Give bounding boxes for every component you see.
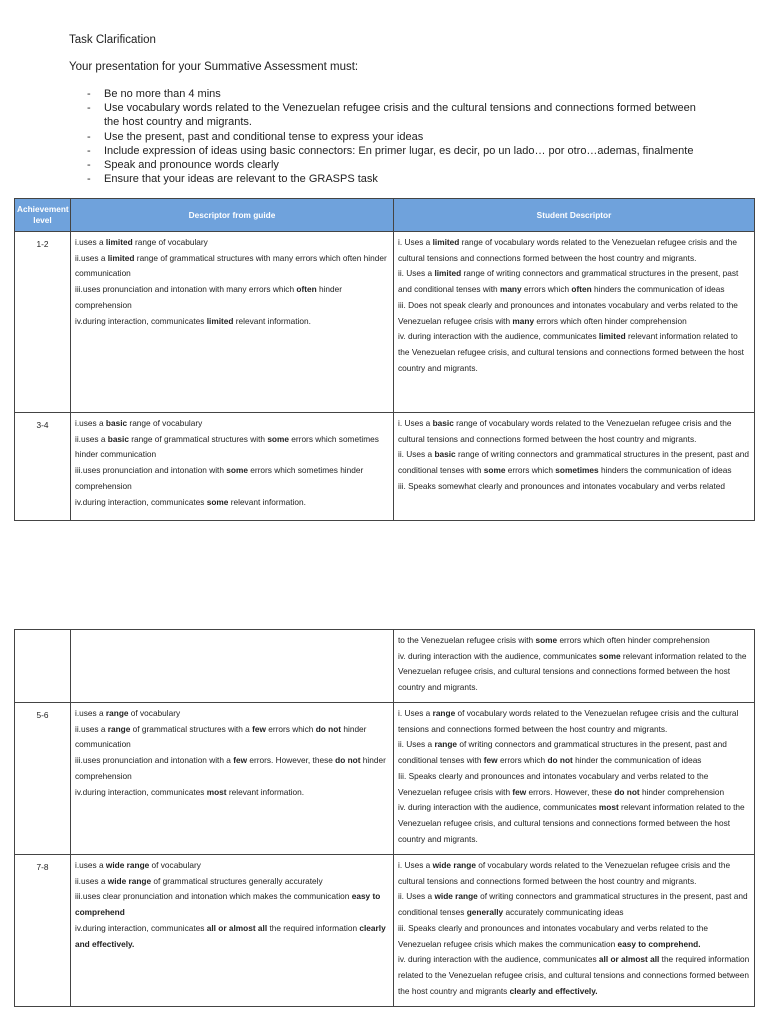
achievement-level: 3-4 — [15, 413, 71, 521]
requirement-item: - Ensure that your ideas are relevant to the GRASPS task — [87, 172, 707, 186]
header-descriptor-guide: Descriptor from guide — [71, 199, 394, 232]
student-descriptor — [394, 232, 755, 413]
achievement-level: 1-2 — [15, 232, 71, 413]
student-descriptor — [394, 413, 755, 521]
guide-descriptor — [71, 855, 394, 1007]
descriptor-line: iii.uses pronunciation and intonation with a few errors. However, these do not hinder comprehension — [75, 755, 386, 781]
table-row — [15, 855, 755, 1007]
header-achievement-level: Achievement level — [15, 199, 71, 232]
descriptor-line: Iii. Speaks clearly and pronounces and intonates vocabulary and verbs related to the Venezuelan refugee crisis with few errors. However, these do not hinder comprehension — [398, 770, 725, 797]
descriptor-line: iv. during interaction with the audience, communicates all or almost all the required information related to the Venezuelan refugee crisis, and cultural tensions and connections formed between the host country and migrants clearly and effectively. — [398, 954, 750, 996]
task-clarification-title: Task Clarification — [69, 34, 156, 46]
descriptor-line: iii. Does not speak clearly and pronounces and intonates vocabulary and verbs related to the Venezuelan refugee crisis with many errors which often hinder comprehension — [398, 299, 738, 326]
guide-descriptor — [71, 630, 394, 703]
descriptor-line: iii.uses pronunciation and intonation with some errors which sometimes hinder comprehension — [75, 465, 364, 491]
descriptor-line: i. Uses a wide range of vocabulary words related to the Venezuelan refugee crisis and the cultural tensions and connections formed between the host country and migrants. — [398, 860, 731, 886]
descriptor-line: ii. Uses a range of writing connectors and grammatical structures in the present, past and conditional tenses with few errors which do not hinder the communication of ideas — [398, 739, 727, 766]
requirements-list — [87, 87, 707, 186]
descriptor-line: ii. Uses a limited range of writing connectors and grammatical structures in the present, past and conditional tenses with many errors which often hinders the communication of ideas — [398, 268, 739, 295]
requirement-item: - Use vocabulary words related to the Venezuelan refugee crisis and the cultural tensions and connections formed between the host country and migrants. — [87, 101, 707, 129]
descriptor-line: i.uses a wide range of vocabulary — [75, 860, 201, 870]
descriptor-line: iii.uses clear pronunciation and intonation which makes the communication easy to comprehend — [75, 891, 381, 918]
descriptor-line: ii.uses a limited range of grammatical structures with many errors which often hinder communication — [75, 252, 387, 279]
student-descriptor — [394, 703, 755, 855]
rubric-table — [14, 198, 755, 521]
descriptor-line: ii. Uses a wide range of writing connectors and grammatical structures in the present, past and conditional tenses generally accurately communicating ideas — [398, 891, 748, 918]
intro-text: Your presentation for your Summative Assessment must: — [69, 61, 359, 73]
table-row — [15, 232, 755, 413]
descriptor-line: ii. Uses a basic range of writing connectors and grammatical structures in the present, past and conditional tenses with some errors which sometimes hinders the communication of ideas — [398, 449, 749, 476]
table-row — [15, 630, 755, 703]
requirement-item: - Speak and pronounce words clearly — [87, 158, 707, 172]
descriptor-line: i. Uses a basic range of vocabulary words related to the Venezuelan refugee crisis and the cultural tensions and connections formed between the host country and migrants. — [398, 418, 732, 444]
descriptor-line: ii.uses a range of grammatical structures with a few errors which do not hinder communication — [75, 723, 367, 750]
descriptor-line: iv. during interaction with the audience, communicates some relevant information related to the Venezuelan refugee crisis, and cultural tensions and connections formed between the host country and migrants. — [398, 650, 747, 693]
achievement-level: 5-6 — [15, 703, 71, 855]
guide-descriptor — [71, 703, 394, 855]
descriptor-line: ii.uses a wide range of grammatical structures generally accurately — [75, 875, 323, 886]
table-row — [15, 703, 755, 855]
header-student-descriptor: Student Descriptor — [394, 199, 755, 232]
student-descriptor — [394, 630, 755, 703]
guide-descriptor — [71, 232, 394, 413]
requirement-item: - Be no more than 4 mins — [87, 87, 707, 101]
student-descriptor — [394, 855, 755, 1007]
descriptor-line: iii. Speaks somewhat clearly and pronounces and intonates vocabulary and verbs related — [398, 480, 725, 491]
table-row — [15, 413, 755, 521]
descriptor-line: i.uses a range of vocabulary — [75, 708, 181, 718]
descriptor-line: iv. during interaction with the audience, communicates most relevant information related to the Venezuelan refugee crisis, and cultural tensions and connections formed between the host country and migrants. — [398, 802, 745, 844]
descriptor-line: i. Uses a limited range of vocabulary words related to the Venezuelan refugee crisis and the cultural tensions and connections formed between the host country and migrants. — [398, 237, 738, 263]
descriptor-line: iv.during interaction, communicates limited relevant information. — [75, 315, 311, 326]
descriptor-line: i.uses a limited range of vocabulary — [75, 237, 208, 247]
descriptor-line: iii. Speaks clearly and pronounces and intonates vocabulary and verbs related to the Venezuelan refugee crisis which makes the communication easy to comprehend. — [398, 922, 708, 949]
descriptor-line: iii.uses pronunciation and intonation with many errors which often hinder comprehension — [75, 284, 343, 310]
descriptor-line: iv.during interaction, communicates most relevant information. — [75, 786, 305, 797]
descriptor-line: iv.during interaction, communicates all or almost all the required information clearly and effectively. — [75, 922, 386, 949]
descriptor-line: ii.uses a basic range of grammatical structures with some errors which sometimes hinder communication — [75, 433, 379, 460]
descriptor-line: i. Uses a range of vocabulary words related to the Venezuelan refugee crisis and the cultural tensions and connections formed between the host country and migrants. — [398, 708, 739, 734]
requirement-item: - Use the present, past and conditional tense to express your ideas — [87, 130, 707, 144]
rubric-table-continued — [14, 629, 755, 1007]
descriptor-line: iv. during interaction with the audience, communicates limited relevant information related to the Venezuelan refugee crisis, and cultural tensions and connections formed between the host country and migrants. — [398, 331, 744, 373]
descriptor-line: to the Venezuelan refugee crisis with some errors which often hinder comprehension — [398, 635, 710, 645]
descriptor-line: iv.during interaction, communicates some relevant information. — [75, 496, 306, 507]
requirement-item: - Include expression of ideas using basic connectors: En primer lugar, es decir, po un lado… por otro…ademas, finalmente — [87, 144, 707, 158]
achievement-level: 7-8 — [15, 855, 71, 1007]
rubric-header-row — [15, 199, 755, 232]
descriptor-line: i.uses a basic range of vocabulary — [75, 418, 203, 428]
guide-descriptor — [71, 413, 394, 521]
achievement-level — [15, 630, 71, 703]
